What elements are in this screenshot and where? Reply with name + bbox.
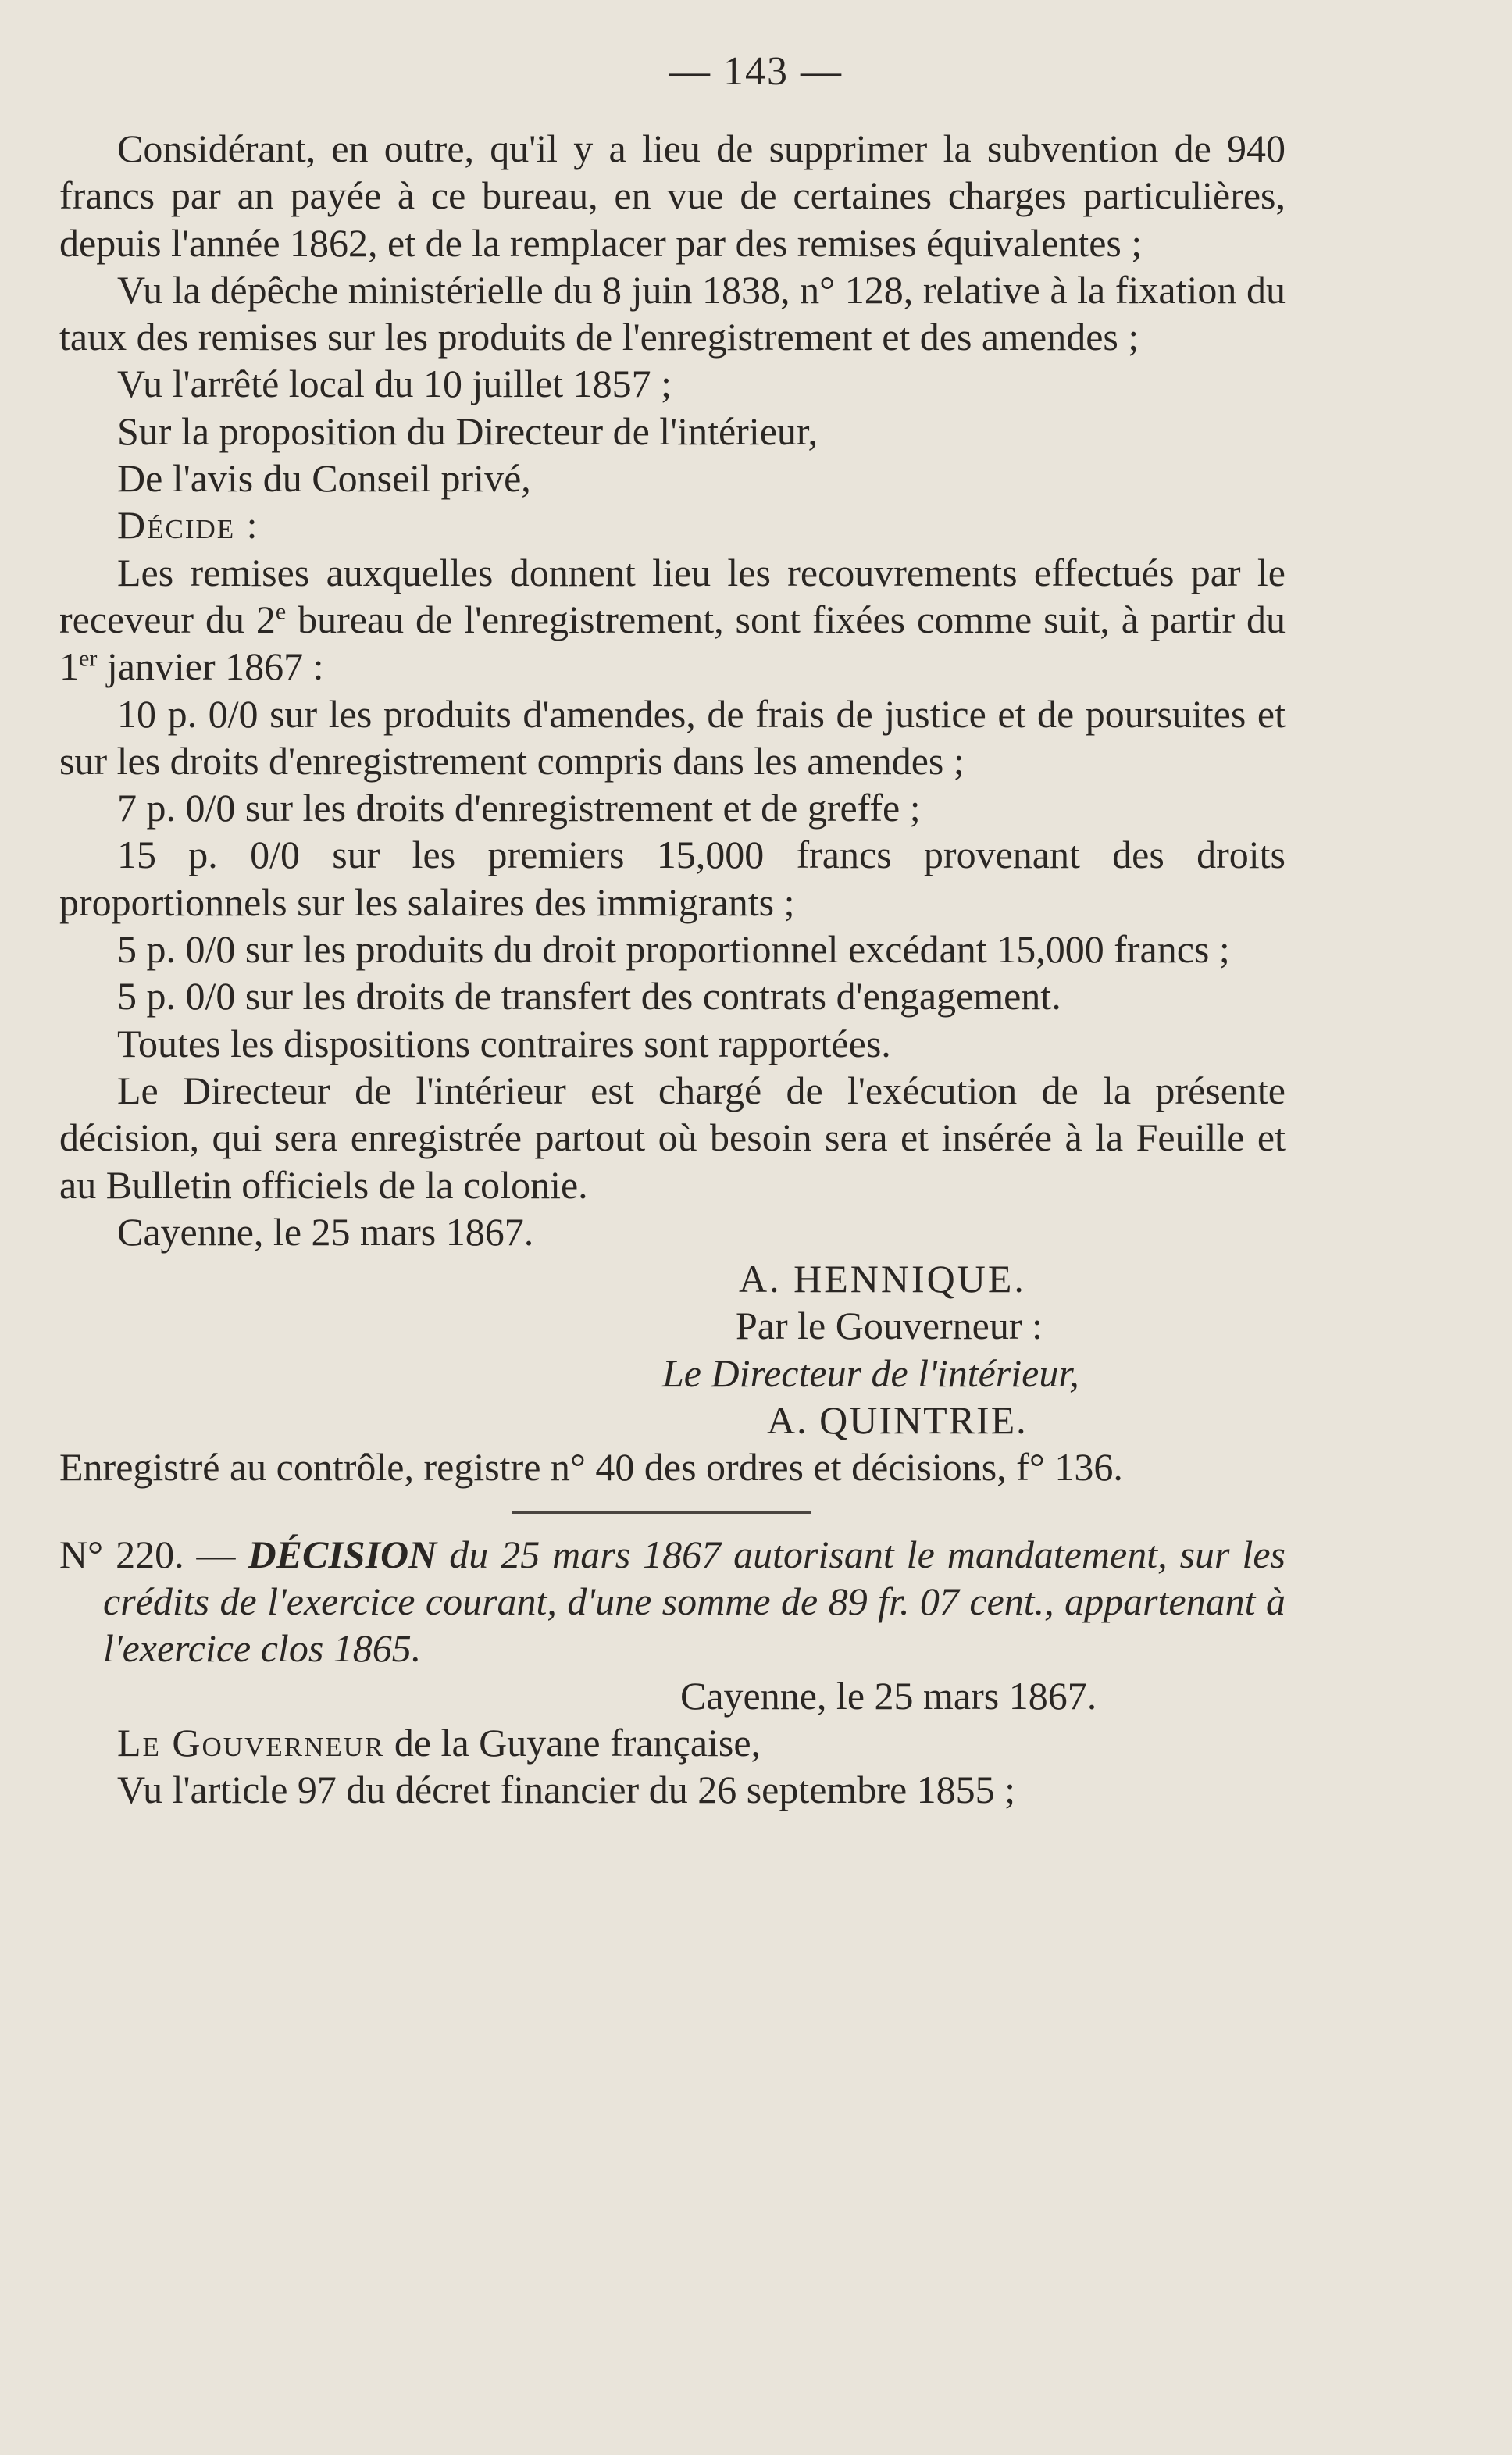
registration-note: Enregistré au contrôle, registre n° 40 des ordres et décisions, f° 136.: [59, 1445, 1123, 1490]
rate-item: 10 p. 0/0 sur les produits d'amendes, de frais de justice et de poursuites et sur les droits d'enregistrement compris dans les amendes ;: [59, 691, 1286, 783]
by-governor-line: Par le Gouverneur :: [736, 1304, 1043, 1348]
section-divider: [512, 1511, 811, 1514]
decision-intro: [59, 549, 1286, 690]
page-body: [59, 125, 1286, 1813]
director-signature: A. QUINTRIE.: [767, 1398, 1028, 1443]
rate-item: 15 p. 0/0 sur les premiers 15,000 francs provenant des droits proportionnels sur les salaires des immigrants ;: [59, 833, 1286, 924]
rate-item: 5 p. 0/0 sur les droits de transfert des contrats d'engagement.: [117, 974, 1061, 1019]
date-line: Cayenne, le 25 mars 1867.: [117, 1209, 534, 1254]
decide-heading: Décide :: [117, 503, 259, 548]
decision-title: du 25 mars 1867 autorisant le mandatement, sur les crédits de l'exercice courant, d'une somme de 89 fr. 07 cent., appartenant à l'exercice clos 1865.: [103, 1532, 1286, 1671]
superscript: e: [275, 598, 287, 625]
rate-item: 7 p. 0/0 sur les droits d'enregistrement et de greffe ;: [117, 786, 921, 830]
decision-220-place-date: Cayenne, le 25 mars 1867.: [680, 1673, 1097, 1718]
page-number: — 143 —: [669, 49, 843, 94]
governor-label: Le Gouverneur: [117, 1720, 385, 1765]
paragraph-avis-conseil: De l'avis du Conseil privé,: [117, 456, 531, 501]
paragraph-considerant: Considérant, en outre, qu'il y a lieu de supprimer la subvention de 940 francs par an payée à ce bureau, en vue de certaines charges particulières, depuis l'année 1862, et de la remplacer par des remises équivalentes ;: [59, 127, 1286, 265]
closing-execution: Le Directeur de l'intérieur est chargé de l'exécution de la présente décision, qui sera enregistrée partout où besoin sera et insérée à la Feuille et au Bulletin officiels de la colonie.: [59, 1068, 1286, 1207]
decision-220-heading: [59, 1531, 1286, 1672]
closing-abrogation: Toutes les dispositions contraires sont rapportées.: [117, 1021, 891, 1065]
governor-line: [59, 1719, 1286, 1766]
paragraph-vu-depeche: Vu la dépêche ministérielle du 8 juin 1838, n° 128, relative à la fixation du taux des remises sur les produits de l'enregistrement et des amendes ;: [59, 267, 1286, 359]
paragraph-vu-article: Vu l'article 97 du décret financier du 26 septembre 1855 ;: [117, 1768, 1016, 1812]
decision-number: N° 220. —: [59, 1532, 248, 1576]
decision-intro-part: bureau de l'enregistrement, sont fixées comme suit, à partir du 1: [59, 597, 1286, 689]
decision-label: DÉCISION: [248, 1532, 437, 1576]
decision-intro-part: Les remises auxquelles donnent lieu les recouvrements effectués par le receveur du 2: [59, 550, 1286, 641]
governor-rest: de la Guyane française,: [384, 1720, 761, 1765]
superscript: er: [79, 645, 98, 672]
director-title: Le Directeur de l'intérieur,: [662, 1351, 1079, 1395]
paragraph-sur-proposition: Sur la proposition du Directeur de l'intérieur,: [117, 409, 818, 453]
rate-item: 5 p. 0/0 sur les produits du droit proportionnel excédant 15,000 francs ;: [117, 927, 1230, 972]
signature-governor: A. HENNIQUE.: [739, 1257, 1026, 1301]
paragraph-vu-arrete: Vu l'arrêté local du 10 juillet 1857 ;: [117, 362, 672, 406]
decision-intro-part: janvier 1867 :: [97, 644, 324, 689]
